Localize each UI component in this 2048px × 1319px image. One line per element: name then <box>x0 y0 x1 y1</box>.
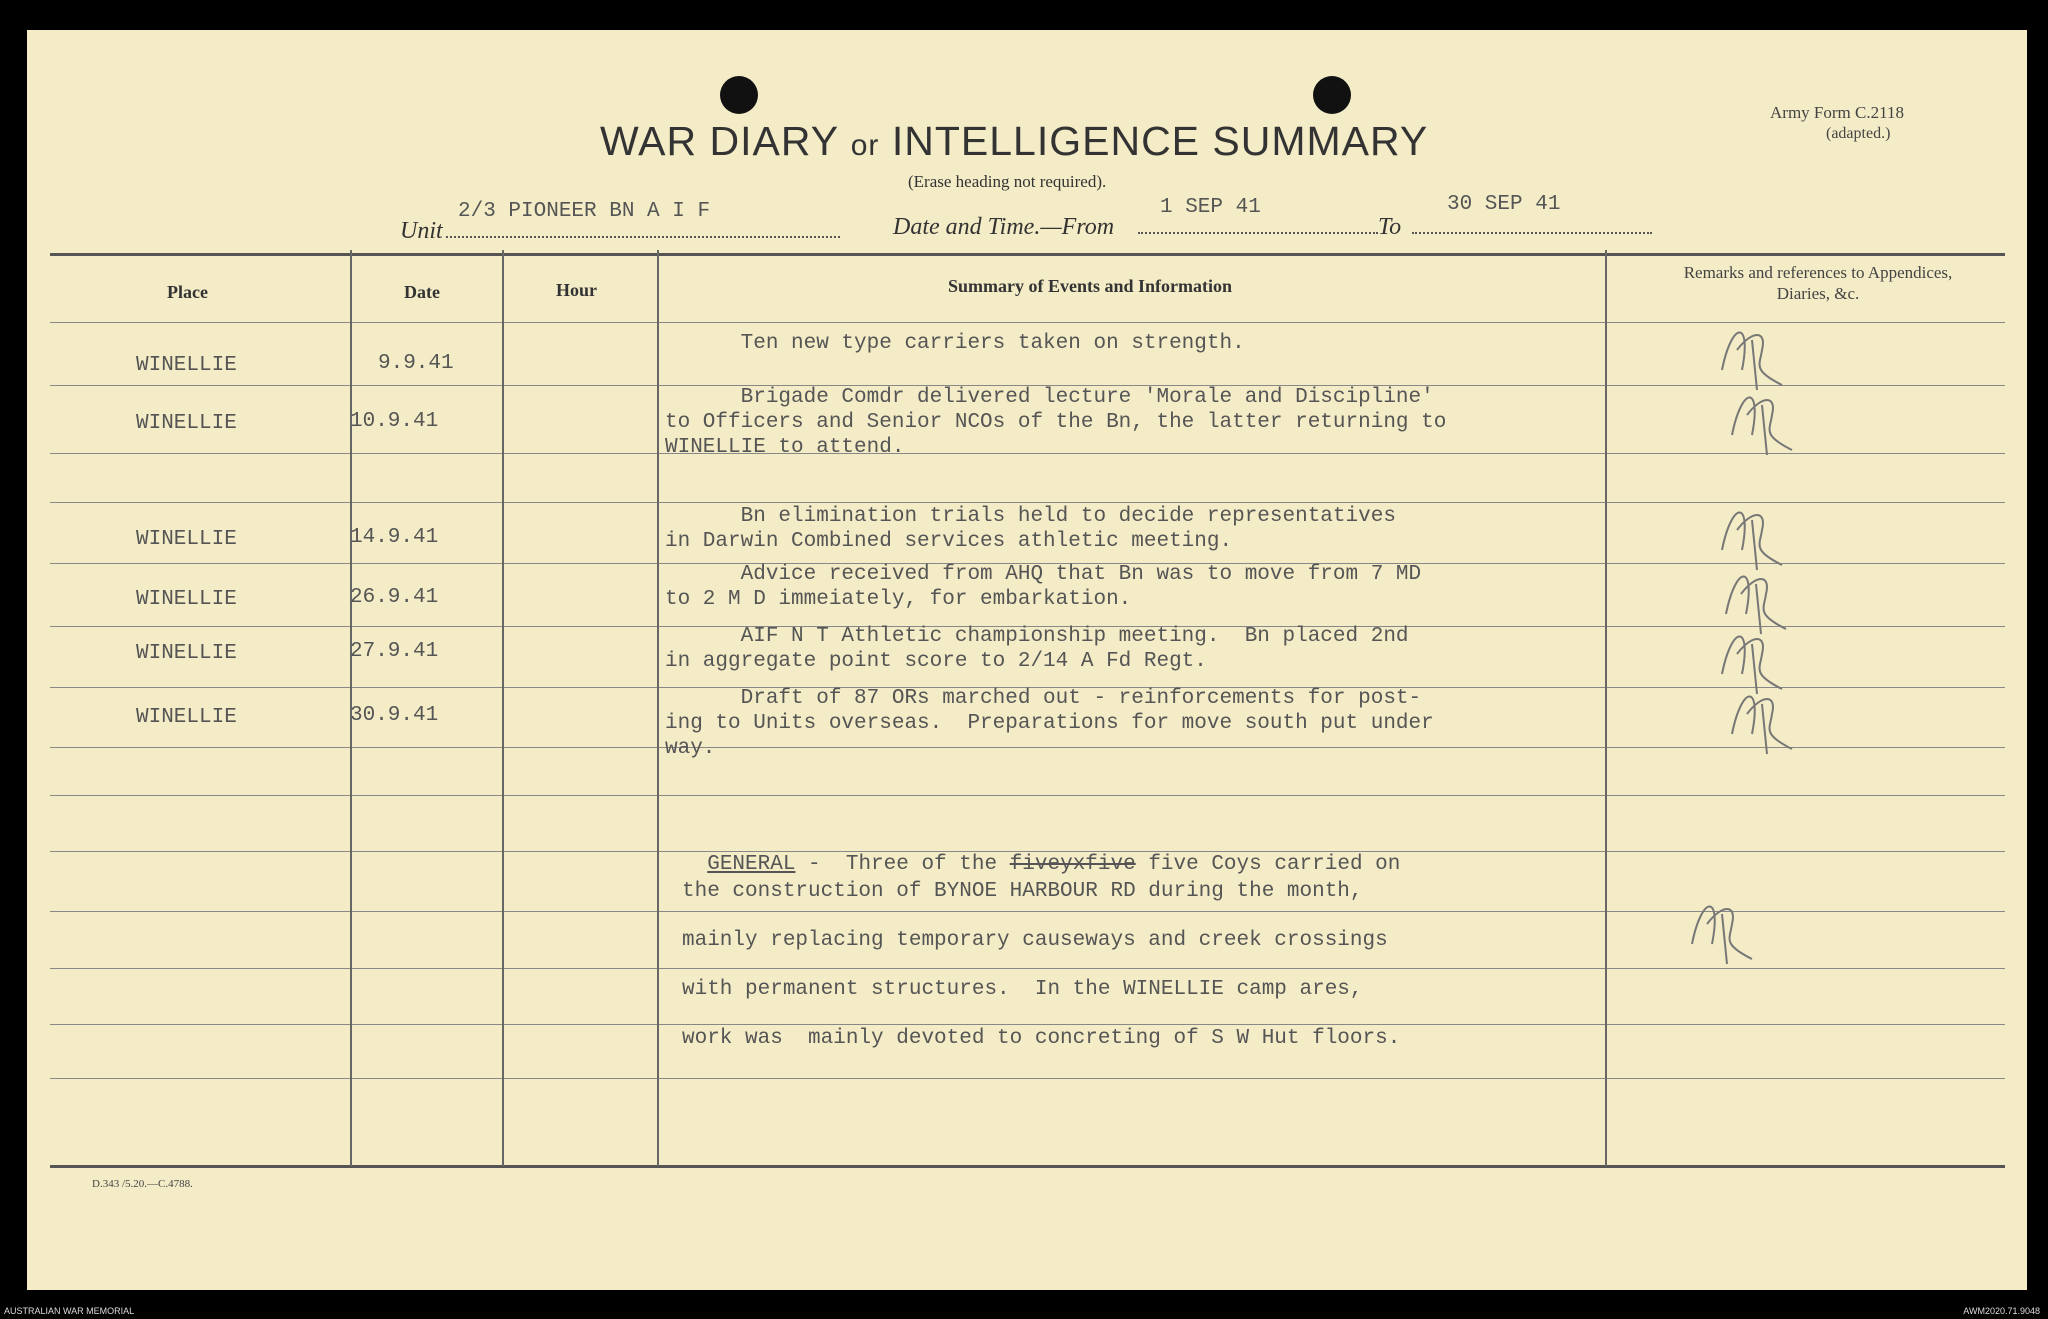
general-line-1-text: - Three of the <box>795 853 1010 876</box>
army-form-number: Army Form C.2118 <box>1770 103 1904 122</box>
col-divider-date <box>502 250 504 1166</box>
col-header-date: Date <box>404 282 440 302</box>
date-to-value: 30 SEP 41 <box>1447 193 1561 216</box>
erase-note: (Erase heading not required). <box>908 172 1107 191</box>
entry-place: WINELLIE <box>136 706 237 729</box>
pencil-initials-signature <box>1722 375 1812 465</box>
date-from-label: Date and Time.—From <box>893 214 1115 240</box>
general-line-4: with permanent structures. In the WINELLIE camp ares, <box>682 978 1363 1001</box>
print-code: D.343 /5.20.—C.4788. <box>92 1178 193 1190</box>
general-line-1-end: five Coys carried on <box>1135 853 1401 876</box>
col-header-hour: Hour <box>556 280 598 300</box>
row-rule <box>50 1024 2005 1025</box>
general-struck-text: fiveyxfive <box>1009 853 1136 876</box>
general-line-2: the construction of BYNOE HARBOUR RD during the month, <box>682 880 1363 903</box>
pencil-initials-signature <box>1722 674 1812 764</box>
general-line-5: work was mainly devoted to concreting of S W Hut floors. <box>682 1027 1401 1050</box>
entry-date: 9.9.41 <box>378 352 454 375</box>
title-or: or <box>850 129 880 162</box>
date-to-label: To <box>1378 214 1402 240</box>
pencil-initials-signature <box>1682 884 1772 974</box>
row-rule <box>50 795 2005 796</box>
form-title <box>600 118 1428 165</box>
entry-date: 14.9.41 <box>350 526 439 549</box>
entry-summary: Ten new type carriers taken on strength. <box>665 332 1245 355</box>
col-header-summary: Summary of Events and Information <box>948 276 1233 296</box>
entry-date: 10.9.41 <box>350 410 439 433</box>
entry-place: WINELLIE <box>136 412 237 435</box>
entry-summary: Brigade Comdr delivered lecture 'Morale and Discipline' to Officers and Senior NCOs of the Bn, the latter returning to WINELLIE to attend. <box>665 386 1447 459</box>
credit-left: AUSTRALIAN WAR MEMORIAL <box>4 1306 135 1316</box>
entry-summary: Draft of 87 ORs marched out - reinforcements for post- ing to Units overseas. Preparations for move south put under way. <box>665 687 1434 760</box>
credit-right: AWM2020.71.9048 <box>1963 1306 2040 1316</box>
col-header-remarks: Remarks and references to Appendices, Diaries, &c. <box>1683 263 1953 303</box>
table-top-rule <box>50 253 2005 256</box>
row-rule <box>50 1078 2005 1079</box>
entry-summary: AIF N T Athletic championship meeting. Bn placed 2nd in aggregate point score to 2/14 A Fd Regt. <box>665 625 1409 673</box>
unit-dotline <box>446 236 840 238</box>
general-heading: GENERAL <box>707 853 796 876</box>
general-line-1 <box>682 830 1400 876</box>
col-header-place: Place <box>167 282 208 302</box>
general-line-3: mainly replacing temporary causeways and creek crossings <box>682 929 1388 952</box>
punch-hole-left <box>720 76 758 114</box>
unit-value: 2/3 PIONEER BN A I F <box>458 200 711 223</box>
table-bottom-rule <box>50 1165 2005 1168</box>
date-from-dotline <box>1138 232 1378 234</box>
unit-label: Unit <box>400 218 443 244</box>
date-from-value: 1 SEP 41 <box>1160 196 1261 219</box>
entry-summary: Advice received from AHQ that Bn was to move from 7 MD to 2 M D immeiately, for embarkation. <box>665 563 1422 611</box>
army-form-adapted: (adapted.) <box>1826 125 1891 142</box>
entry-place: WINELLIE <box>136 528 237 551</box>
col-divider-summary <box>1605 250 1607 1166</box>
title-intelligence-summary: INTELLIGENCE SUMMARY <box>891 118 1429 164</box>
entry-place: WINELLIE <box>136 354 237 377</box>
punch-hole-right <box>1313 76 1351 114</box>
title-war-diary: WAR DIARY <box>600 118 839 164</box>
entry-place: WINELLIE <box>136 642 237 665</box>
entry-place: WINELLIE <box>136 588 237 611</box>
col-divider-hour <box>657 250 659 1166</box>
entry-date: 27.9.41 <box>350 640 439 663</box>
entry-date: 26.9.41 <box>350 586 439 609</box>
entry-date: 30.9.41 <box>350 704 439 727</box>
entry-summary: Bn elimination trials held to decide representatives in Darwin Combined services athletic meeting. <box>665 505 1396 553</box>
date-to-dotline <box>1412 232 1652 234</box>
